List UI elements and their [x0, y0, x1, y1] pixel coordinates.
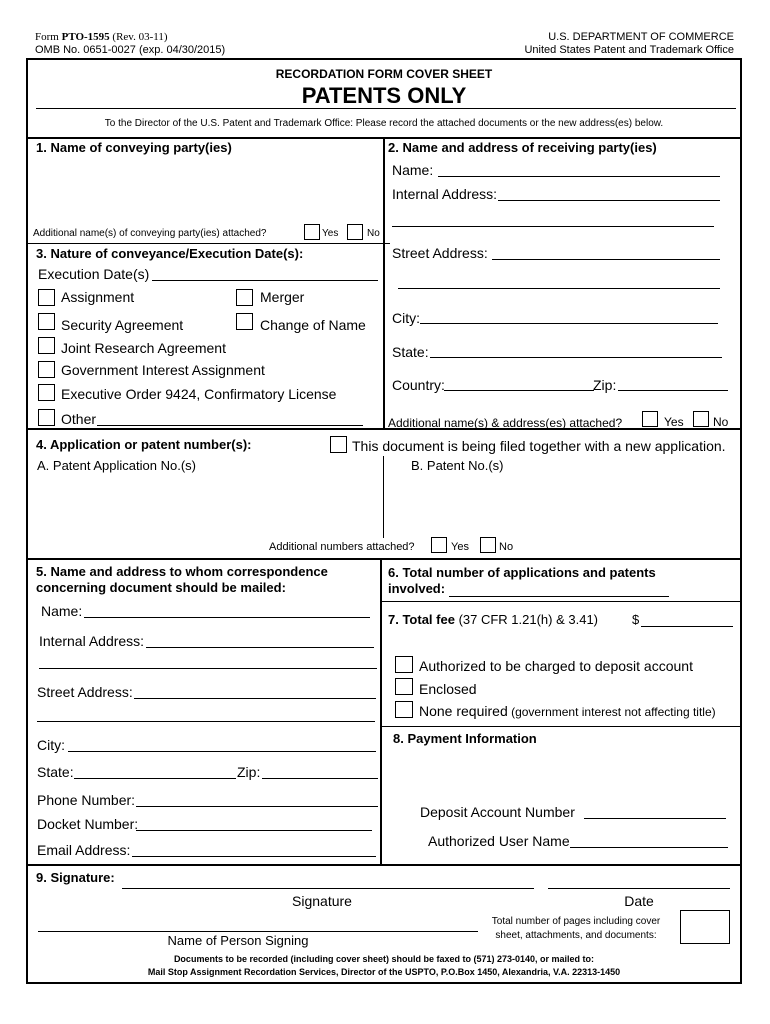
other-checkbox[interactable] — [38, 409, 55, 426]
divider — [28, 864, 740, 866]
section5-zip-label: Zip: — [237, 764, 261, 780]
section2-yes-checkbox[interactable] — [642, 411, 658, 427]
enclosed-checkbox[interactable] — [395, 678, 413, 695]
date-caption: Date — [624, 893, 654, 909]
section1-no-checkbox[interactable] — [347, 224, 363, 240]
title-rule — [36, 108, 736, 109]
new-application-label: This document is being filed together with a new application. — [352, 438, 726, 454]
section6-heading: 6. Total number of applications and patents — [388, 565, 656, 580]
section3-heading: 3. Nature of conveyance/Execution Date(s): — [36, 246, 304, 261]
section2-internal-address-field[interactable] — [498, 200, 720, 201]
footer-line-2: Mail Stop Assignment Recordation Services, Director of the USPTO, P.O.Box 1450, Alexandria, V.A. 22313-1450 — [147, 967, 621, 977]
section5-city-field[interactable] — [68, 751, 376, 752]
section2-heading: 2. Name and address of receiving party(ies) — [388, 140, 657, 155]
signature-caption: Signature — [292, 893, 352, 909]
section2-city-label: City: — [392, 310, 420, 326]
section7-heading: 7. Total fee (37 CFR 1.21(h) & 3.41) — [388, 612, 599, 627]
section2-country-field[interactable] — [444, 390, 594, 391]
divider — [383, 456, 384, 538]
divider — [28, 558, 740, 560]
section4-additional: Additional numbers attached? — [269, 541, 415, 553]
gov-interest-label: Government Interest Assignment — [61, 362, 265, 378]
section2-internal-address-label: Internal Address: — [392, 186, 498, 202]
total-pages-label: Total number of pages including cover — [491, 916, 661, 927]
section4-no-label: No — [499, 541, 514, 553]
gov-interest-checkbox[interactable] — [38, 361, 55, 378]
new-application-checkbox[interactable] — [330, 436, 347, 453]
section5-name-label: Name: — [41, 603, 83, 619]
section2-country-label: Country: — [392, 377, 445, 393]
section2-name-field[interactable] — [438, 176, 720, 177]
execution-dates-field[interactable] — [152, 280, 378, 281]
section5-name-field[interactable] — [84, 617, 370, 618]
form-title: RECORDATION FORM COVER SHEET — [275, 67, 493, 81]
footer-line-1: Documents to be recorded (including cover sheet) should be faxed to (571) 273-0140, or mailed to: — [173, 954, 595, 964]
section5-email-field[interactable] — [132, 856, 376, 857]
omb-number: OMB No. 0651-0027 (exp. 04/30/2015) — [35, 44, 226, 56]
section2-state-label: State: — [392, 344, 429, 360]
section2-street-address-field[interactable] — [492, 259, 720, 260]
section5-internal-address-label: Internal Address: — [39, 633, 145, 649]
authorized-user-label: Authorized User Name — [428, 833, 570, 849]
section1-yes-label: Yes — [322, 228, 339, 239]
section5-street-address-field-2[interactable] — [37, 721, 375, 722]
authorized-charge-checkbox[interactable] — [395, 656, 413, 673]
section5-state-label: State: — [37, 764, 74, 780]
section5-email-label: Email Address: — [37, 842, 131, 858]
section5-city-label: City: — [37, 737, 65, 753]
section5-internal-address-field-2[interactable] — [39, 668, 377, 669]
name-signing-caption: Name of Person Signing — [167, 933, 309, 948]
security-agreement-checkbox[interactable] — [38, 313, 55, 330]
total-applications-field[interactable] — [449, 596, 669, 597]
section5-phone-field[interactable] — [136, 806, 378, 807]
enclosed-label: Enclosed — [419, 681, 477, 697]
exec-order-checkbox[interactable] — [38, 384, 55, 401]
assignment-label: Assignment — [61, 289, 135, 305]
execution-dates-label: Execution Date(s) — [38, 266, 150, 282]
form-subtitle: PATENTS ONLY — [301, 83, 467, 108]
authorized-user-field[interactable] — [570, 847, 728, 848]
divider — [382, 726, 740, 727]
deposit-account-label: Deposit Account Number — [420, 804, 575, 820]
section6-heading-2: involved: — [388, 581, 446, 596]
section1-heading: 1. Name of conveying party(ies) — [36, 140, 232, 155]
section2-zip-field[interactable] — [618, 390, 728, 391]
section2-internal-address-field-2[interactable] — [392, 226, 714, 227]
other-field[interactable] — [97, 425, 363, 426]
signature-field[interactable] — [122, 888, 534, 889]
section5-phone-label: Phone Number: — [37, 792, 136, 808]
divider — [28, 428, 740, 430]
section2-street-address-field-2[interactable] — [398, 288, 720, 289]
section2-no-label: No — [713, 415, 729, 429]
section1-no-label: No — [367, 228, 380, 239]
change-of-name-checkbox[interactable] — [236, 313, 253, 330]
section5-docket-label: Docket Number: — [37, 816, 139, 832]
total-pages-label-2: sheet, attachments, and documents: — [495, 930, 657, 941]
section5-street-address-label: Street Address: — [37, 684, 133, 700]
section2-street-address-label: Street Address: — [392, 245, 488, 261]
section1-yes-checkbox[interactable] — [304, 224, 320, 240]
section2-state-field[interactable] — [430, 357, 722, 358]
name-signing-field[interactable] — [38, 931, 478, 932]
section2-city-field[interactable] — [420, 323, 718, 324]
section4-yes-label: Yes — [451, 541, 469, 553]
section2-no-checkbox[interactable] — [693, 411, 709, 427]
section5-docket-field[interactable] — [136, 830, 372, 831]
section2-additional: Additional name(s) & address(es) attached? — [388, 416, 623, 430]
section5-heading: 5. Name and address to whom correspondence — [36, 564, 328, 579]
change-of-name-label: Change of Name — [260, 317, 366, 333]
section1-additional: Additional name(s) of conveying party(ies) attached? — [33, 228, 267, 239]
app-no-label: A. Patent Application No.(s) — [37, 458, 196, 473]
form-number: Form PTO-1595 (Rev. 03-11) — [35, 31, 168, 43]
deposit-account-field[interactable] — [584, 818, 726, 819]
section4-heading: 4. Application or patent number(s): — [36, 437, 252, 452]
merger-label: Merger — [260, 289, 305, 305]
section5-zip-field[interactable] — [262, 778, 378, 779]
merger-checkbox[interactable] — [236, 289, 253, 306]
section5-state-field[interactable] — [74, 778, 236, 779]
exec-order-label: Executive Order 9424, Confirmatory License — [61, 386, 337, 402]
section8-heading: 8. Payment Information — [393, 731, 537, 746]
section2-name-label: Name: — [392, 162, 434, 178]
divider — [28, 243, 390, 244]
total-pages-field[interactable] — [680, 910, 730, 944]
instructions: To the Director of the U.S. Patent and Trademark Office: Please record the attached documents or the new address(es) below. — [104, 118, 664, 129]
office-name: United States Patent and Trademark Office — [524, 44, 734, 56]
assignment-checkbox[interactable] — [38, 289, 55, 306]
section2-yes-label: Yes — [664, 415, 684, 429]
none-required-label: None required (government interest not affecting title) — [419, 703, 716, 719]
joint-research-label: Joint Research Agreement — [61, 340, 226, 356]
total-fee-field[interactable] — [641, 626, 733, 627]
section5-street-address-field[interactable] — [134, 698, 376, 699]
section5-heading-2: concerning document should be mailed: — [36, 580, 286, 595]
divider — [380, 560, 382, 864]
divider — [382, 601, 740, 602]
other-label: Other — [61, 411, 97, 427]
joint-research-checkbox[interactable] — [38, 337, 55, 354]
patent-no-label: B. Patent No.(s) — [411, 458, 504, 473]
section4-no-checkbox[interactable] — [480, 537, 496, 553]
section2-zip-label: Zip: — [593, 377, 617, 393]
section5-internal-address-field[interactable] — [146, 647, 374, 648]
dollar-sign: $ — [632, 612, 640, 627]
section9-heading: 9. Signature: — [36, 870, 115, 885]
department-name: U.S. DEPARTMENT OF COMMERCE — [548, 31, 734, 43]
date-field[interactable] — [548, 888, 730, 889]
divider — [383, 137, 385, 428]
section4-yes-checkbox[interactable] — [431, 537, 447, 553]
authorized-charge-label: Authorized to be charged to deposit account — [419, 658, 693, 674]
none-required-checkbox[interactable] — [395, 701, 413, 718]
security-agreement-label: Security Agreement — [61, 317, 184, 333]
